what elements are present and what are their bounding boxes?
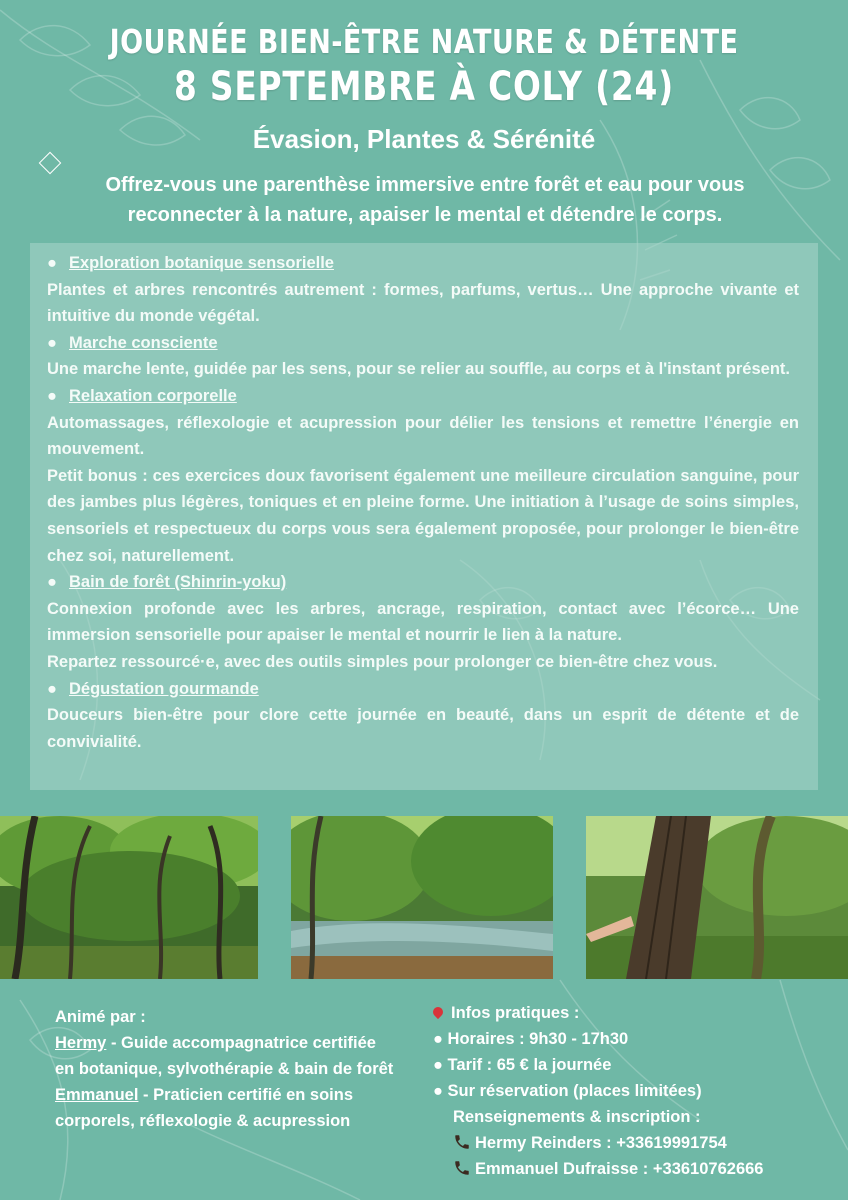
- subtitle: Évasion, Plantes & Sérénité: [252, 124, 596, 154]
- phone-icon: [453, 1159, 471, 1177]
- title-line-1: JOURNÉE BIEN-ÊTRE NATURE & DÉTENTE: [109, 22, 739, 61]
- section-heading: ● Dégustation gourmande: [47, 679, 259, 698]
- animator-hermy: Hermy - Guide accompagnatrice certifiée en botanique, sylvothérapie & bain de forêt: [55, 1034, 394, 1078]
- animators-block: [55, 1004, 395, 1134]
- phone-icon: [453, 1133, 471, 1151]
- price: ● Tarif : 65 € la journée: [433, 1056, 612, 1074]
- section-text: Repartez ressourcé·e, avec des outils simples pour prolonger ce bien-être chez vous.: [47, 652, 718, 671]
- section-text: Automassages, réflexologie et acupression pour délier les tensions et remettre l’énergie en mouvement.: [47, 413, 799, 459]
- section-text: Connexion profonde avec les arbres, ancrage, respiration, contact avec l’écorce… Une immersion sensorielle pour apaiser le mental et nourrir le lien à la nature.: [47, 599, 799, 645]
- info-label: Infos pratiques :: [451, 1004, 580, 1022]
- section-text: Une marche lente, guidée par les sens, pour se relier au souffle, au corps et à l'instant présent.: [47, 360, 790, 379]
- practical-info-block: [433, 1000, 823, 1182]
- section-text: Douceurs bien-être pour clore cette journée en beauté, dans un esprit de détente et de convivialité.: [47, 706, 799, 751]
- booking: ● Sur réservation (places limitées): [433, 1082, 702, 1100]
- river-photo: [291, 816, 553, 979]
- tree-trunk-photo: [586, 816, 848, 979]
- section-heading: ● Bain de forêt (Shinrin-yoku): [47, 573, 287, 592]
- title-line-2: 8 SEPTEMBRE À COLY (24): [173, 64, 675, 110]
- map-pin-icon: [431, 1005, 445, 1019]
- intro-text: Offrez-vous une parenthèse immersive entre forêt et eau pour vous reconnecter à la nature, apaiser le mental et détendre le corps.: [105, 174, 745, 226]
- animator-emmanuel: Emmanuel - Praticien certifié en soins corporels, réflexologie & acupression: [55, 1086, 354, 1130]
- contact-hermy: Hermy Reinders : +33619991754: [433, 1130, 823, 1156]
- section-heading: ● Marche consciente: [47, 333, 218, 352]
- animators-label: Animé par :: [55, 1008, 146, 1026]
- hours: ● Horaires : 9h30 - 17h30: [433, 1030, 629, 1048]
- forest-photo-1: [0, 816, 258, 979]
- contact-label: Renseignements & inscription :: [453, 1108, 701, 1126]
- contact-emmanuel: Emmanuel Dufraisse : +33610762666: [433, 1156, 823, 1182]
- program-content: [47, 250, 799, 755]
- section-heading: ● Relaxation corporelle: [47, 386, 237, 405]
- section-text: Petit bonus : ces exercices doux favorisent également une meilleure circulation sanguine, pour des jambes plus légères, toniques et en pleine forme. Une initiation à l’usage de soins simples, sensoriels et respectueux du corps vous sera également proposée, pour prolonger le bien-être chez soi, naturellement.: [47, 466, 799, 565]
- section-heading: ● Exploration botanique sensorielle: [47, 254, 334, 272]
- section-text: Plantes et arbres rencontrés autrement : formes, parfums, vertus… Une approche vivante et intuitive du monde végétal.: [47, 280, 799, 326]
- info-heading: [433, 1000, 823, 1026]
